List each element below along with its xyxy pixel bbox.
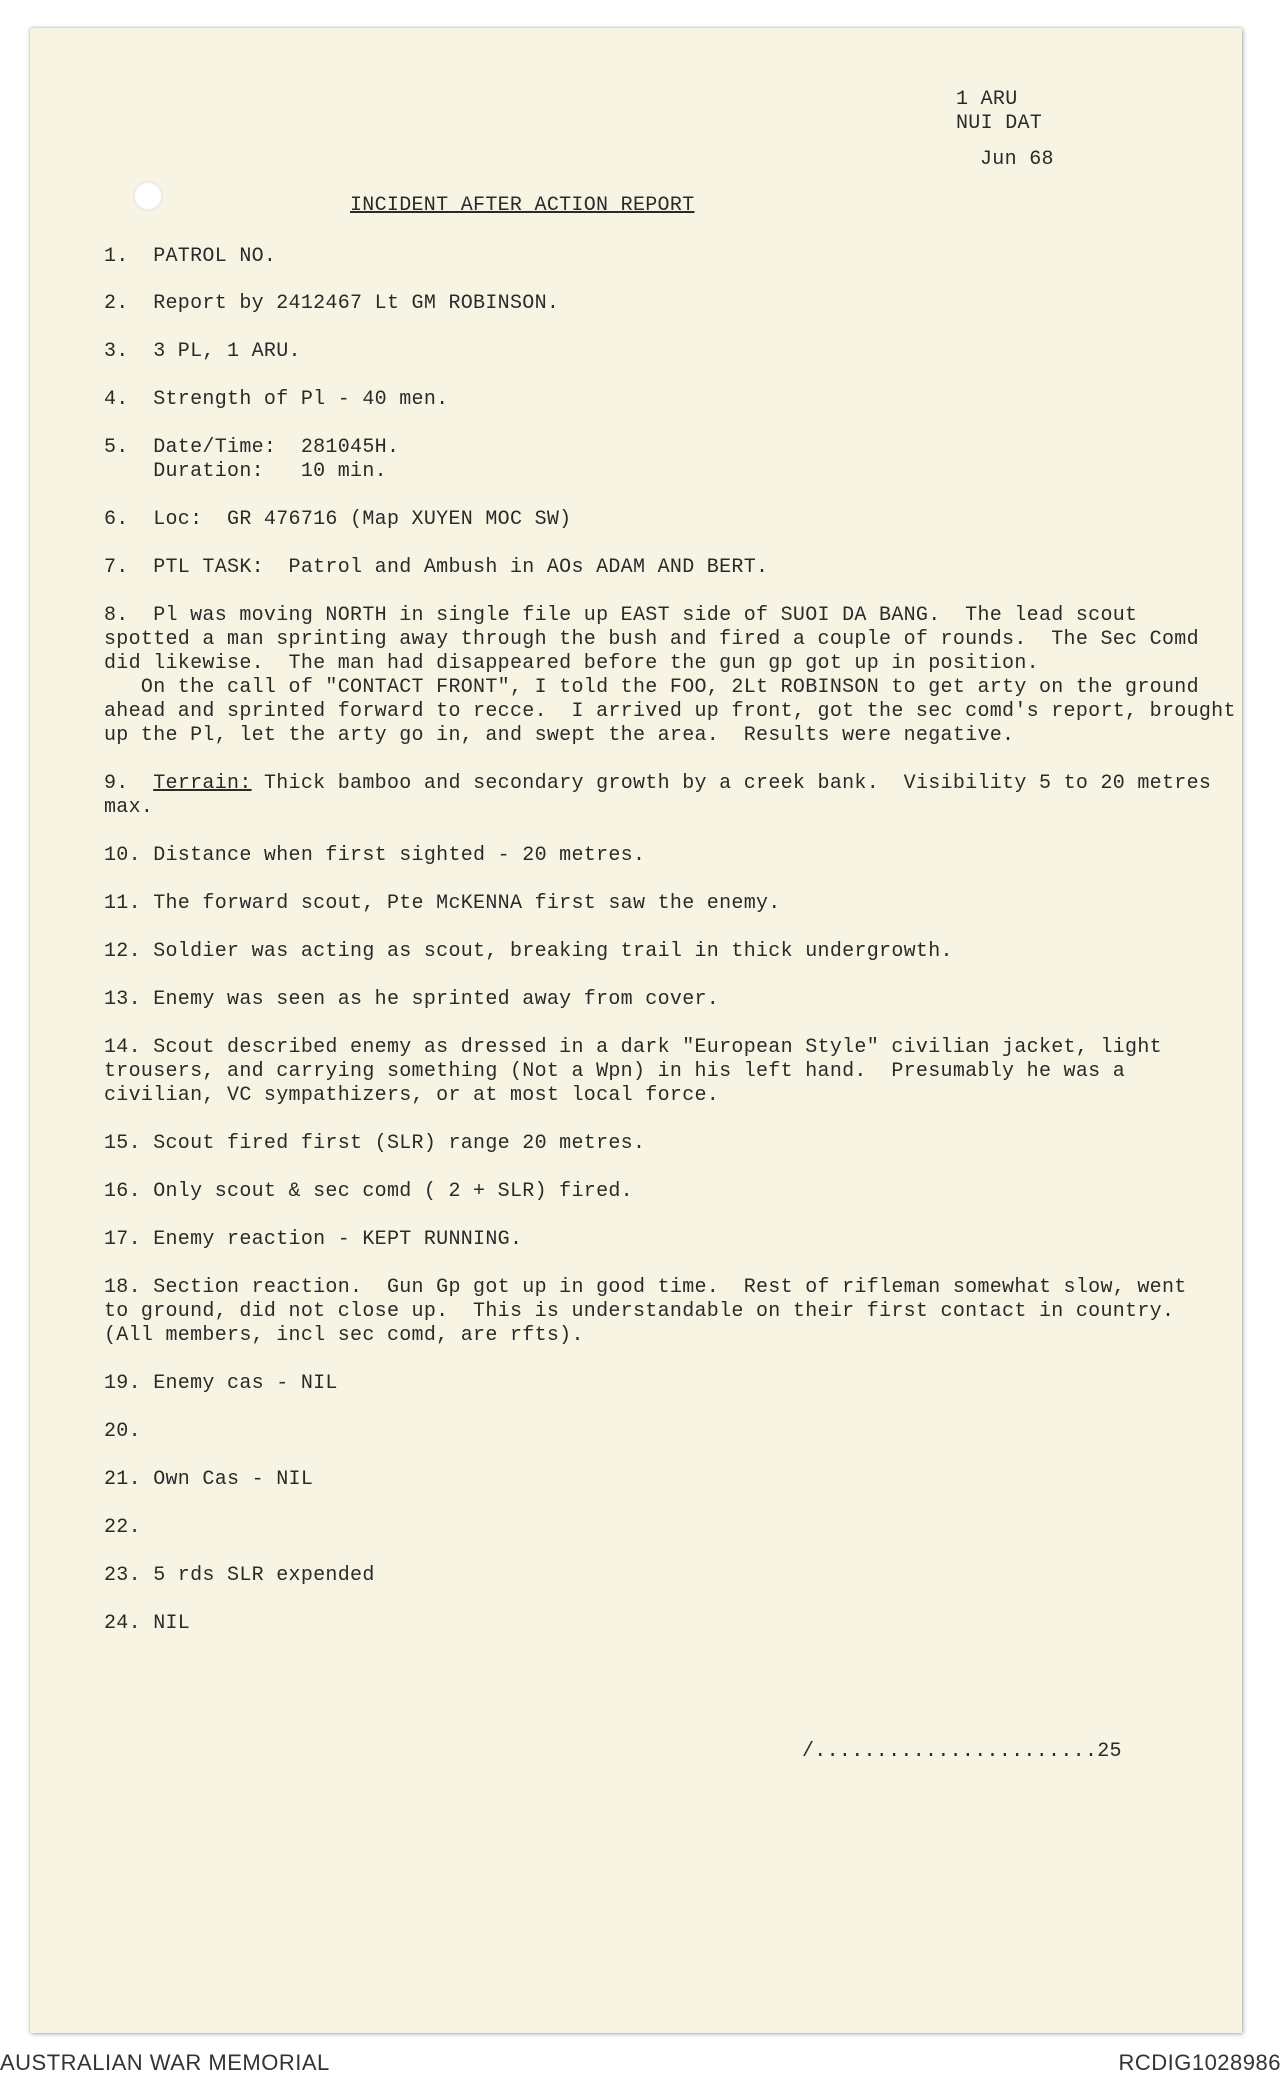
item-1: 1. PATROL NO.: [104, 245, 277, 268]
header-location: NUI DAT: [956, 112, 1043, 135]
item-4: 4. Strength of Pl - 40 men.: [104, 388, 449, 411]
item-3: 3. 3 PL, 1 ARU.: [104, 340, 301, 363]
item-12: 12. Soldier was acting as scout, breaking trail in thick undergrowth.: [104, 940, 953, 963]
item-5-datetime: 5. Date/Time: 281045H.: [104, 436, 400, 459]
item-8-line: did likewise. The man had disappeared before the gun gp got up in position.: [104, 652, 1039, 675]
item-16: 16. Only scout & sec comd ( 2 + SLR) fired.: [104, 1180, 633, 1203]
footer-institution: AUSTRALIAN WAR MEMORIAL: [0, 2050, 330, 2075]
item-13: 13. Enemy was seen as he sprinted away from cover.: [104, 988, 720, 1011]
item-14-line: 14. Scout described enemy as dressed in a dark "European Style" civilian jacket, light: [104, 1036, 1162, 1059]
item-19: 19. Enemy cas - NIL: [104, 1372, 338, 1395]
item-17: 17. Enemy reaction - KEPT RUNNING.: [104, 1228, 523, 1251]
item-15: 15. Scout fired first (SLR) range 20 metres.: [104, 1132, 646, 1155]
footer-reference-id: RCDIG1028986: [1118, 2050, 1281, 2075]
terrain-label: Terrain:: [153, 772, 252, 795]
item-8-line: On the call of "CONTACT FRONT", I told the FOO, 2Lt ROBINSON to get arty on the ground: [104, 676, 1199, 699]
item-9-line: [104, 772, 1211, 796]
item-6: 6. Loc: GR 476716 (Map XUYEN MOC SW): [104, 508, 572, 531]
continuation-marker: /.......................25: [802, 1740, 1122, 1763]
item-21: 21. Own Cas - NIL: [104, 1468, 314, 1491]
item-14-line: civilian, VC sympathizers, or at most local force.: [104, 1084, 720, 1107]
document-page: [30, 28, 1242, 2033]
item-23: 23. 5 rds SLR expended: [104, 1564, 375, 1587]
item-18-line: 18. Section reaction. Gun Gp got up in good time. Rest of rifleman somewhat slow, went: [104, 1276, 1187, 1299]
report-title: INCIDENT AFTER ACTION REPORT: [350, 194, 695, 217]
header-unit: 1 ARU: [956, 88, 1018, 111]
item-24: 24. NIL: [104, 1612, 191, 1635]
item-8-line: up the Pl, let the arty go in, and swept the area. Results were negative.: [104, 724, 1015, 747]
item-18-line: to ground, did not close up. This is understandable on their first contact in country.: [104, 1300, 1175, 1323]
item-10: 10. Distance when first sighted - 20 metres.: [104, 844, 646, 867]
punch-hole: [133, 181, 163, 211]
item-2: 2. Report by 2412467 Lt GM ROBINSON.: [104, 292, 560, 315]
item-8-line: spotted a man sprinting away through the bush and fired a couple of rounds. The Sec Comd: [104, 628, 1199, 651]
item-9-text: Thick bamboo and secondary growth by a creek bank. Visibility 5 to 20 metres: [251, 772, 1212, 795]
header-date: Jun 68: [980, 148, 1054, 171]
item-8-line: 8. Pl was moving NORTH in single file up EAST side of SUOI DA BANG. The lead scout: [104, 604, 1138, 627]
item-22: 22.: [104, 1516, 141, 1539]
item-5-duration: Duration: 10 min.: [104, 460, 387, 483]
item-14-line: trousers, and carrying something (Not a Wpn) in his left hand. Presumably he was a: [104, 1060, 1126, 1083]
item-11: 11. The forward scout, Pte McKENNA first saw the enemy.: [104, 892, 781, 915]
item-20: 20.: [104, 1420, 141, 1443]
item-9-line: max.: [104, 796, 154, 819]
item-8-line: ahead and sprinted forward to recce. I arrived up front, got the sec comd's report, brought: [104, 700, 1236, 723]
item-7: 7. PTL TASK: Patrol and Ambush in AOs ADAM AND BERT.: [104, 556, 769, 579]
item-9-number: 9.: [104, 772, 154, 795]
item-18-line: (All members, incl sec comd, are rfts).: [104, 1324, 584, 1347]
